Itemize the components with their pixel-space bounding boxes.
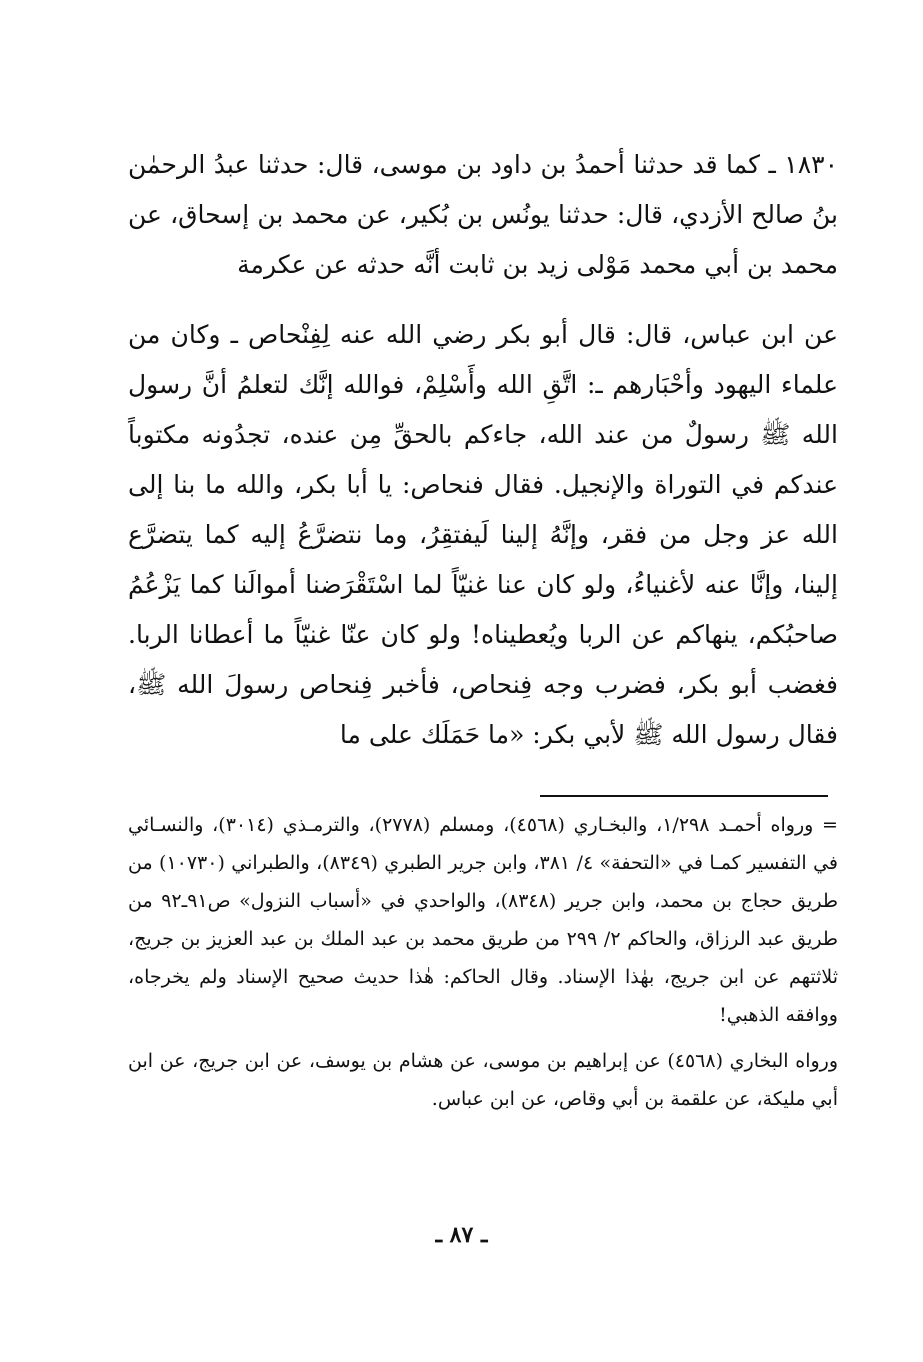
footnote-continued: = ورواه أحمـد ١/٢٩٨، والبخـاري (٤٥٦٨)، ومسلم (٢٧٧٨)، والترمـذي (٣٠١٤)، والنسـائي في التفسير كمـا في «التحفة» ٤/ ٣٨١، وابن جرير الطبري (٨٣٤٩)، والطبراني (١٠٧٣٠) من طريق حجاج بن محمد، وابن جرير (٨٣٤٨)، والواحدي في «أسباب النزول» ص٩١ـ٩٢ من طريق عبد الرزاق، والحاكم ٢/ ٢٩٩ من طريق محمد بن عبد الملك بن عبد العزيز بن جريج، ثلاثتهم عن ابن جريج، بهٰذا الإسناد. وقال الحاكم: هٰذا حديث صحيح الإسناد ولم يخرجاه، ووافقه الذهبي! xyxy=(128,814,838,1026)
footnote-divider xyxy=(540,795,828,797)
footnote-second: ورواه البخاري (٤٥٦٨) عن إبراهيم بن موسى، عن هشام بن يوسف، عن ابن جريج، عن ابن أبي مليكة، عن علقمة بن أبي وقاص، عن ابن عباس. xyxy=(128,1050,839,1110)
hadith-header: ١٨٣٠ ـ كما قد حدثنا أحمدُ بن داود بن موسى، قال: حدثنا عبدُ الرحمٰن بنُ صالح الأزدي، قال: حدثنا يونُس بن بُكير، عن محمد بن إسحاق، عن محمد بن أبي محمد مَوْلى زيد بن ثابت أنَّه حدثه عن عكرمة xyxy=(128,150,838,279)
footnotes xyxy=(128,806,838,1118)
page-number: ـ ٨٧ ـ xyxy=(435,1222,488,1248)
main-text xyxy=(128,140,838,760)
hadith-body: عن ابن عباس، قال: قال أبو بكر رضي الله عنه لِفِنْحاص ـ وكان من علماء اليهود وأحْبَارهم ـ: اتَّقِ الله وأَسْلِمْ، فوالله إنَّك لتعلمُ أنَّ رسول الله ﷺ رسولٌ من عند الله، جاءكم بالحقِّ مِن عنده، تجدُونه مكتوباً عندكم في التوراة والإنجيل. فقال فنحاص: يا أبا بكر، والله ما بنا إلى الله عز وجل من فقر، وإنَّهُ إلينا لَيفتقِرُ، وما نتضرَّعُ إليه كما يتضرَّع إلينا، وإنَّا عنه لأغنياءُ، ولو كان عنا غنيّاً لما اسْتَقْرَضنا أموالَنا كما يَزْعُمُ صاحبُكم، ينهاكم عن الربا ويُعطيناه! ولو كان عنّا غنيّاً ما أعطانا الربا. فغضب أبو بكر، فضرب وجه فِنحاص، فأخبر فِنحاص رسولَ الله ﷺ، فقال رسول الله ﷺ لأبي بكر: «ما حَمَلَك على ما xyxy=(128,320,838,749)
